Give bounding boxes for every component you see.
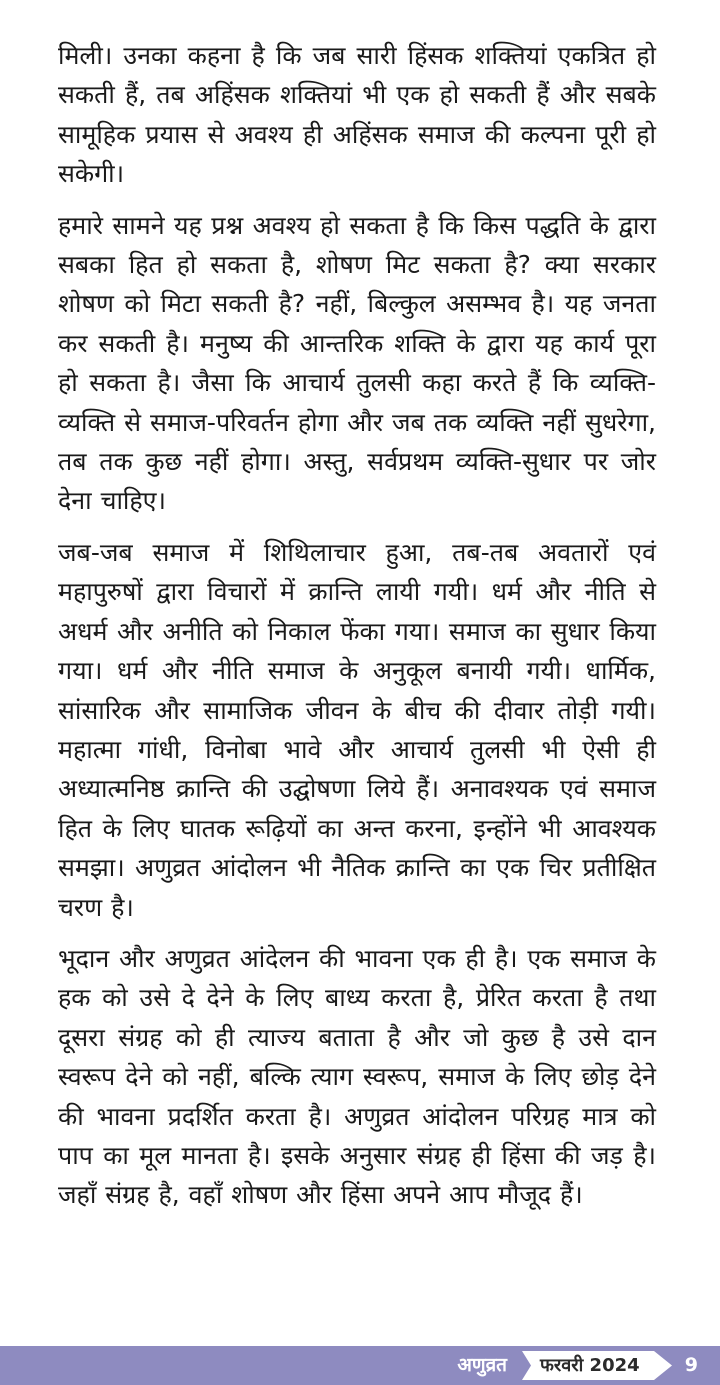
issue-date: फरवरी 2024	[540, 1355, 640, 1376]
paragraph: जब-जब समाज में शिथिलाचार हुआ, तब-तब अवतारों एवं महापुरुषों द्वारा विचारों में क्रान्ति लायी गयी। धर्म और नीति से अधर्म और अनीति को निकाल फेंका गया। समाज का सुधार किया गया। धर्म और नीति समाज के अनुकूल बनायी गयी। धार्मिक, सांसारिक और सामाजिक जीवन के बीच की दीवार तोड़ी गयी। महात्मा गांधी, विनोबा भावे और आचार्य तुलसी भी ऐसी ही अध्यात्मनिष्ठ क्रान्ति की उद्घोषणा लिये हैं। अनावश्यक एवं समाज हित के लिए घातक रूढ़ियों का अन्त करना, इन्होंने भी आवश्यक समझा। अणुव्रत आंदोलन भी नैतिक क्रान्ति का एक चिर प्रतीक्षित चरण है।	[58, 537, 656, 922]
article-body	[58, 36, 656, 1227]
page-footer	[0, 1346, 720, 1385]
magazine-name: अणुव्रत	[457, 1354, 507, 1376]
page-number: 9	[684, 1354, 698, 1376]
paragraph: मिली। उनका कहना है कि जब सारी हिंसक शक्तियां एकत्रित हो सकती हैं, तब अहिंसक शक्तियां भी एक हो सकती हैं और सबके सामूहिक प्रयास से अवश्य ही अहिंसक समाज की कल्पना पूरी हो सकेगी।	[58, 41, 656, 189]
paragraph: भूदान और अणुव्रत आंदेलन की भावना एक ही है। एक समाज के हक को उसे दे देने के लिए बाध्य करता है, प्रेरित करता है तथा दूसरा संग्रह को ही त्याज्य बताता है और जो कुछ है उसे दान स्वरूप देने को नहीं, बल्कि त्याग स्वरूप, समाज के लिए छोड़ देने की भावना प्रदर्शित करता है। अणुव्रत आंदोलन परिग्रह मात्र को पाप का मूल मानता है। इसके अनुसार संग्रह ही हिंसा की जड़ है। जहाँ संग्रह है, वहाँ शोषण और हिंसा अपने आप मौजूद हैं।	[58, 943, 656, 1210]
paragraph: हमारे सामने यह प्रश्न अवश्य हो सकता है कि किस पद्धति के द्वारा सबका हित हो सकता है, शोषण मिट सकता है? क्या सरकार शोषण को मिटा सकती है? नहीं, बिल्कुल असम्भव है। यह जनता कर सकती है। मनुष्य की आन्तरिक शक्ति के द्वारा यह कार्य पूरा हो सकता है। जैसा कि आचार्य तुलसी कहा करते हैं कि व्यक्ति-व्यक्ति से समाज-परिवर्तन होगा और जब तक व्यक्ति नहीं सुधरेगा, तब तक कुछ नहीं होगा। अस्तु, सर्वप्रथम व्यक्ति-सुधार पर जोर देना चाहिए।	[58, 210, 656, 516]
